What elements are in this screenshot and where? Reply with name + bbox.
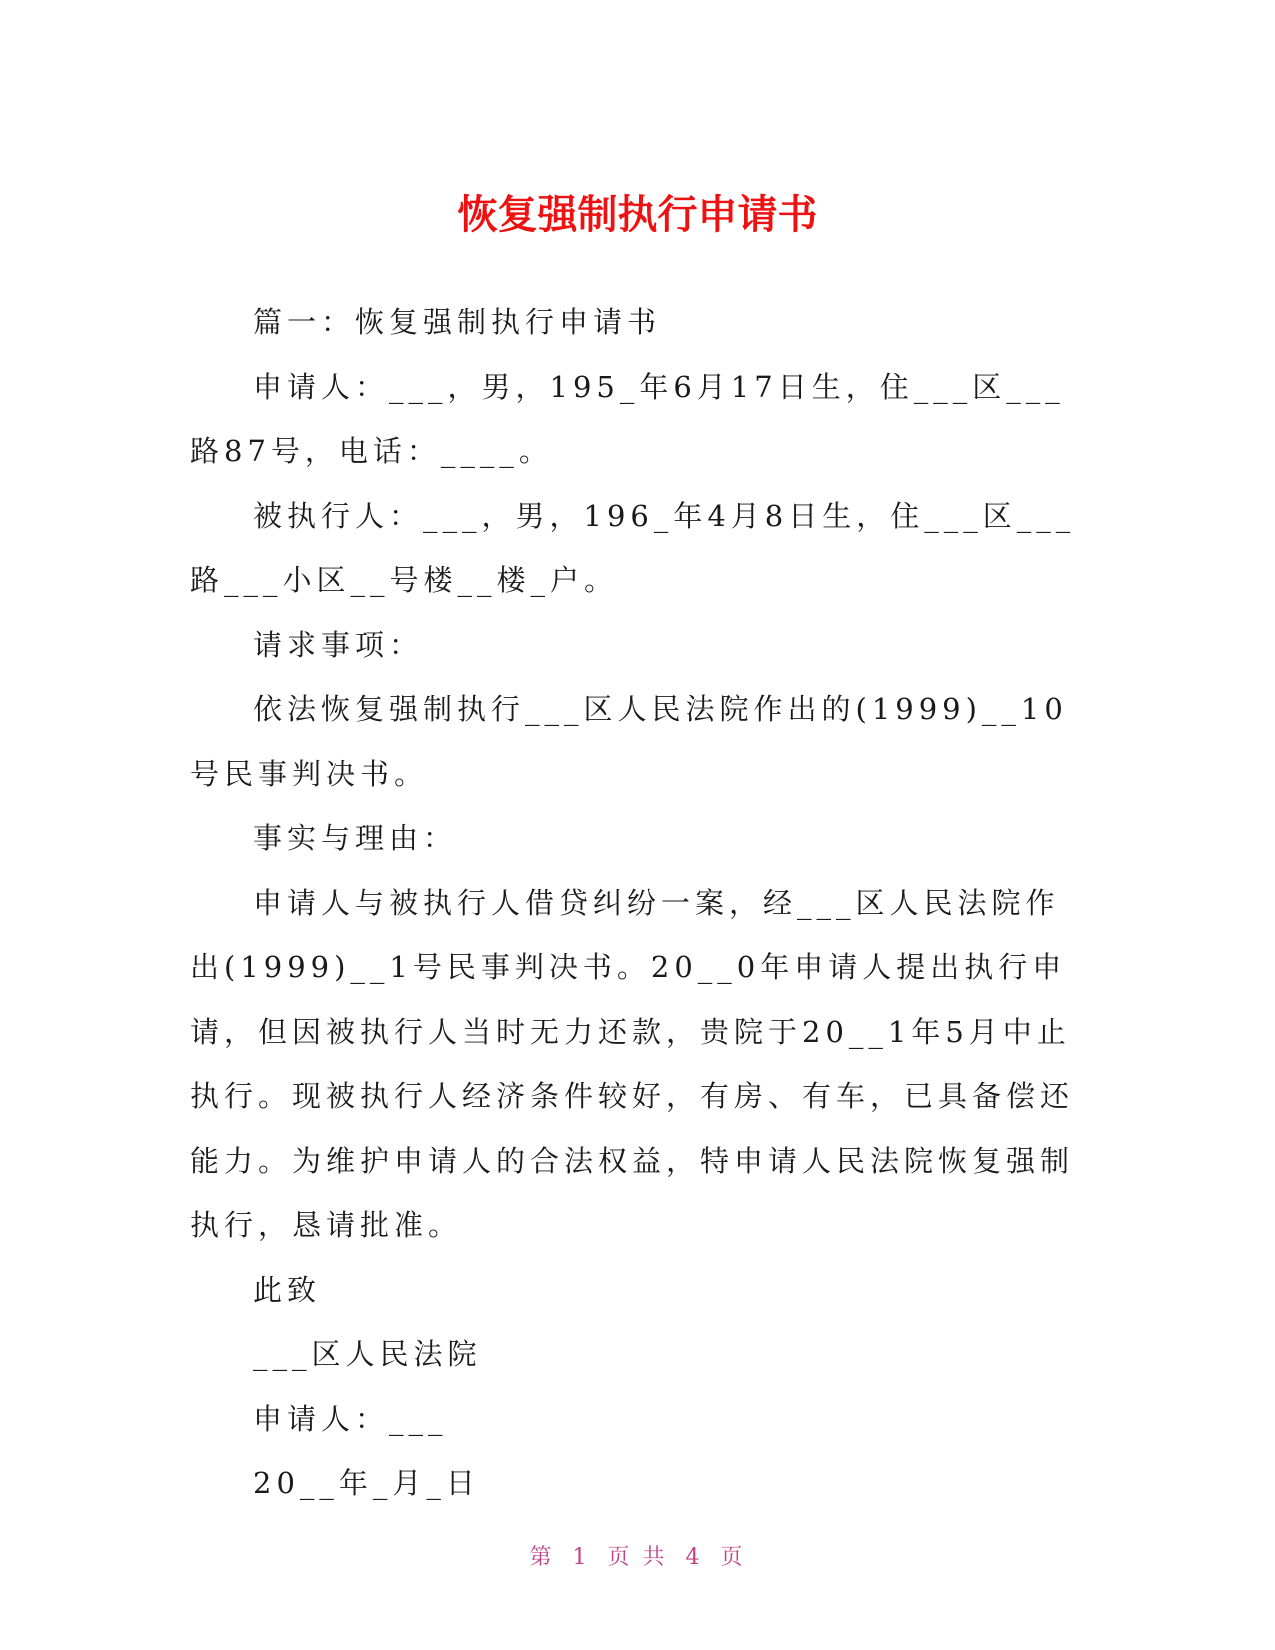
facts-text: 申请人与被执行人借贷纠纷一案，经___区人民法院作出(1999)__1号民事判决书。20__0年申请人提出执行申请，但因被执行人当时无力还款，贵院于20__1年5月中止执行。现被执行人经济条件较好，有房、有车，已具备偿还能力。为维护申请人的合法权益，特申请人民法院恢复强制执行，恳请批准。 xyxy=(190,885,1075,1242)
applicant-info: 申请人：___，男，195_年6月17日生，住___区___路87号，电话：____。 xyxy=(190,369,1065,468)
signature-applicant: 申请人：___ xyxy=(253,1401,448,1436)
signature-date: 20__年_月_日 xyxy=(253,1466,480,1500)
footer-page-current: 1 xyxy=(572,1545,590,1570)
page-title: 恢复强制执行申请书 xyxy=(457,191,818,238)
footer-suffix: 页 xyxy=(720,1545,746,1570)
facts-heading: 事实与理由： xyxy=(253,821,458,855)
court-name: ___区人民法院 xyxy=(253,1337,482,1371)
page-footer xyxy=(0,1540,1275,1571)
section-heading: 篇一：恢复强制执行申请书 xyxy=(253,305,662,339)
document-body xyxy=(190,290,1090,1516)
salutation: 此致 xyxy=(253,1272,322,1307)
respondent-info: 被执行人：___，男，196_年4月8日生，住___区___路___小区__号楼__楼_户。 xyxy=(190,498,1076,597)
footer-mid: 页 共 xyxy=(607,1545,668,1570)
claims-text: 依法恢复强制执行___区人民法院作出的(1999)__10号民事判决书。 xyxy=(190,692,1068,791)
claims-heading: 请求事项： xyxy=(253,627,424,662)
footer-page-total: 4 xyxy=(685,1545,703,1570)
footer-prefix: 第 xyxy=(529,1545,555,1570)
